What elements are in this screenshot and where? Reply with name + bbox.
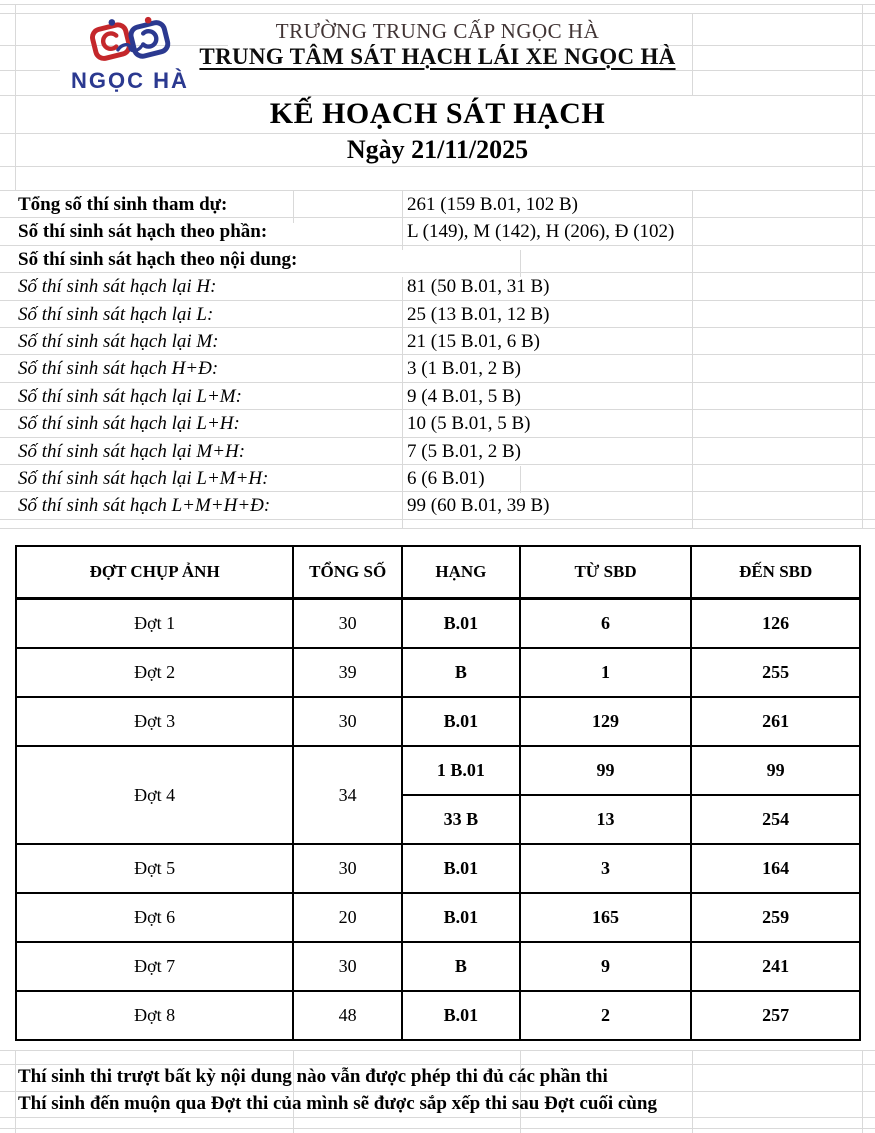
cell-hang: 33 B — [402, 795, 520, 844]
cell-from: 13 — [520, 795, 692, 844]
cell-total: 30 — [293, 697, 402, 746]
stat-row — [0, 301, 875, 328]
cell-from: 6 — [520, 599, 692, 649]
table-row — [16, 746, 860, 795]
cell-from: 9 — [520, 942, 692, 991]
stat-row — [0, 273, 875, 300]
stat-row — [0, 383, 875, 410]
stat-value: 6 (6 B.01) — [407, 467, 485, 489]
stat-value: 7 (5 B.01, 2 B) — [407, 440, 521, 462]
cell-hang: 1 B.01 — [402, 746, 520, 795]
cell-to: 126 — [691, 599, 860, 649]
cell-dot: Đợt 1 — [16, 599, 293, 649]
cell-dot: Đợt 3 — [16, 697, 293, 746]
footer-note: Thí sinh thi trượt bất kỳ nội dung nào vẫn được phép thi đủ các phần thi — [18, 1066, 608, 1087]
cell-to: 241 — [691, 942, 860, 991]
document-date: Ngày 21/11/2025 — [346, 135, 529, 164]
cell-total: 20 — [293, 893, 402, 942]
cell-dot: Đợt 4 — [16, 746, 293, 844]
table-row — [16, 844, 860, 893]
col-header-dot: ĐỢT CHỤP ẢNH — [16, 546, 293, 599]
cell-hang: B.01 — [402, 697, 520, 746]
cell-from: 3 — [520, 844, 692, 893]
stat-value: 21 (15 B.01, 6 B) — [407, 330, 540, 352]
stat-label: Số thí sinh sát hạch lại M+H: — [18, 440, 246, 462]
logo-text: NGỌC HÀ — [71, 68, 189, 93]
table-row — [16, 599, 860, 649]
stat-label: Số thí sinh sát hạch lại L: — [18, 303, 214, 325]
cell-total: 48 — [293, 991, 402, 1040]
cell-to: 164 — [691, 844, 860, 893]
cell-hang: B.01 — [402, 893, 520, 942]
col-header-to: ĐẾN SBD — [691, 546, 860, 599]
stat-row — [0, 410, 875, 437]
cell-hang: B — [402, 942, 520, 991]
cell-to: 259 — [691, 893, 860, 942]
stat-label: Số thí sinh sát hạch theo phần: — [18, 221, 268, 243]
stat-row — [0, 355, 875, 382]
stat-value: 10 (5 B.01, 5 B) — [407, 413, 531, 435]
table-header-row — [16, 546, 860, 599]
col-header-total: TỔNG SỐ — [293, 546, 402, 599]
footer-note: Thí sinh đến muộn qua Đợt thi của mình sẽ được sắp xếp thi sau Đợt cuối cùng — [18, 1093, 657, 1114]
stat-value: 9 (4 B.01, 5 B) — [407, 385, 521, 407]
cell-hang: B.01 — [402, 991, 520, 1040]
stat-row — [0, 191, 875, 218]
stat-label: Tổng số thí sinh tham dự: — [18, 194, 228, 215]
cell-dot: Đợt 8 — [16, 991, 293, 1040]
stat-label: Số thí sinh sát hạch lại L+H: — [18, 413, 240, 435]
schedule-table — [15, 545, 861, 1041]
table-row — [16, 942, 860, 991]
stat-value: 99 (60 B.01, 39 B) — [407, 495, 550, 517]
cell-from: 1 — [520, 648, 692, 697]
cell-to: 257 — [691, 991, 860, 1040]
stat-row — [0, 465, 875, 492]
stat-label: Số thí sinh sát hạch lại M: — [18, 330, 219, 352]
cell-total: 30 — [293, 599, 402, 649]
cell-dot: Đợt 6 — [16, 893, 293, 942]
stat-value: 81 (50 B.01, 31 B) — [407, 276, 550, 298]
table-row — [16, 893, 860, 942]
stat-label: Số thí sinh sát hạch lại H: — [18, 276, 217, 298]
stat-value: 261 (159 B.01, 102 B) — [407, 194, 578, 215]
stat-row — [0, 328, 875, 355]
stat-row — [0, 246, 875, 273]
page-title: KẾ HOẠCH SÁT HẠCH — [269, 97, 606, 130]
table-row — [16, 648, 860, 697]
cell-total: 39 — [293, 648, 402, 697]
cell-from: 129 — [520, 697, 692, 746]
stat-label: Số thí sinh sát hạch L+M+H+Đ: — [18, 495, 271, 517]
cell-from: 165 — [520, 893, 692, 942]
cell-to: 261 — [691, 697, 860, 746]
table-row — [16, 991, 860, 1040]
col-header-from: TỪ SBD — [520, 546, 692, 599]
col-header-hang: HẠNG — [402, 546, 520, 599]
cell-from: 2 — [520, 991, 692, 1040]
cell-hang: B.01 — [402, 599, 520, 649]
school-name: TRƯỜNG TRUNG CẤP NGỌC HÀ — [275, 19, 600, 43]
stat-value: 25 (13 B.01, 12 B) — [407, 303, 550, 325]
stat-row — [0, 492, 875, 519]
stat-value: 3 (1 B.01, 2 B) — [407, 358, 521, 380]
cell-to: 255 — [691, 648, 860, 697]
stat-row — [0, 438, 875, 465]
stat-label: Số thí sinh sát hạch H+Đ: — [18, 358, 219, 380]
center-name: TRUNG TÂM SÁT HẠCH LÁI XE NGỌC HÀ — [199, 44, 676, 69]
cell-total: 34 — [293, 746, 402, 844]
statistics-section — [0, 191, 875, 520]
stat-label: Số thí sinh sát hạch theo nội dung: — [18, 248, 298, 270]
stat-label: Số thí sinh sát hạch lại L+M+H: — [18, 467, 269, 489]
cell-dot: Đợt 7 — [16, 942, 293, 991]
table-row — [16, 697, 860, 746]
cell-dot: Đợt 2 — [16, 648, 293, 697]
stat-value: L (149), M (142), H (206), Đ (102) — [407, 221, 675, 243]
cell-total: 30 — [293, 844, 402, 893]
cell-from: 99 — [520, 746, 692, 795]
cell-to: 99 — [691, 746, 860, 795]
stat-row — [0, 218, 875, 245]
cell-total: 30 — [293, 942, 402, 991]
cell-dot: Đợt 5 — [16, 844, 293, 893]
stat-label: Số thí sinh sát hạch lại L+M: — [18, 385, 242, 407]
cell-hang: B — [402, 648, 520, 697]
cell-to: 254 — [691, 795, 860, 844]
cell-hang: B.01 — [402, 844, 520, 893]
